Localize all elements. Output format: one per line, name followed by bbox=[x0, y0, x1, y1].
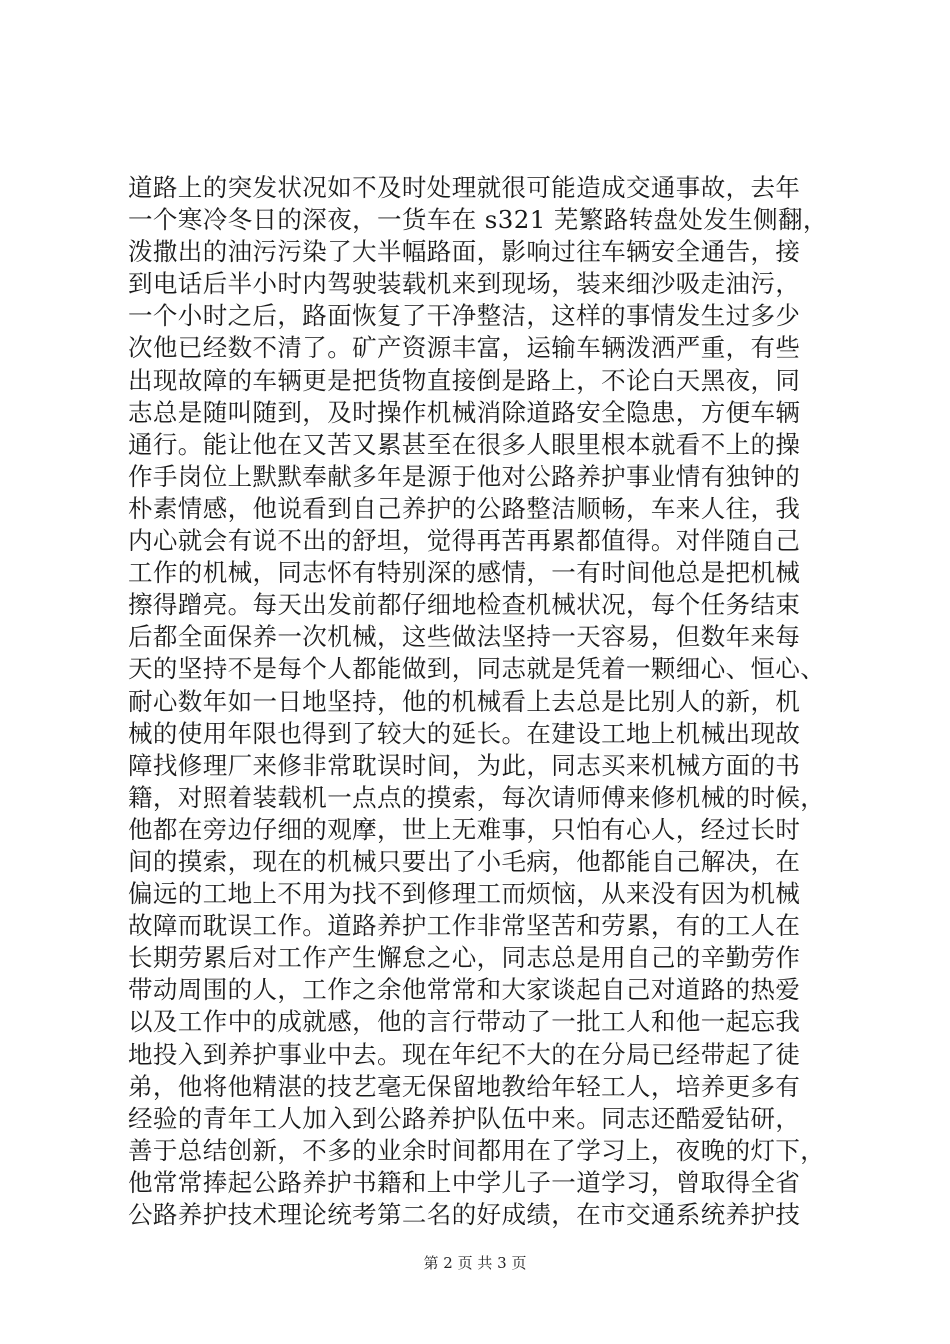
text-line: 弟，他将他精湛的技艺毫无保留地教给年轻工人，培养更多有 bbox=[128, 1071, 801, 1101]
text-line: 籍，对照着装载机一点点的摸索，每次请师傅来修机械的时候， bbox=[128, 782, 826, 812]
text-line: 经验的青年工人加入到公路养护队伍中来。同志还酷爱钻研， bbox=[128, 1103, 801, 1133]
text-line: 作手岗位上默默奉献多年是源于他对公路养护事业情有独钟的 bbox=[128, 461, 801, 491]
text-line: 后都全面保养一次机械，这些做法坚持一天容易，但数年来每 bbox=[128, 622, 801, 652]
text-line: 障找修理厂来修非常耽误时间，为此，同志买来机械方面的书 bbox=[128, 750, 801, 780]
text-line: 故障而耽误工作。道路养护工作非常坚苦和劳累，有的工人在 bbox=[128, 911, 801, 941]
text-line: 出现故障的车辆更是把货物直接倒是路上，不论白天黑夜，同 bbox=[128, 365, 801, 395]
body-text bbox=[128, 172, 838, 1231]
text-line: 到电话后半小时内驾驶装载机来到现场，装来细沙吸走油污， bbox=[128, 269, 801, 299]
text-line: 偏远的工地上不用为找不到修理工而烦恼，从来没有因为机械 bbox=[128, 879, 801, 909]
text-line: 他都在旁边仔细的观摩，世上无难事，只怕有心人，经过长时 bbox=[128, 814, 801, 844]
text-line: 一个寒冷冬日的深夜，一货车在 s321 芜繁路转盘处发生侧翻， bbox=[128, 205, 828, 235]
text-line: 志总是随叫随到，及时操作机械消除道路安全隐患，方便车辆 bbox=[128, 397, 801, 427]
page-number-label: 第 2 页 共 3 页 bbox=[423, 1254, 527, 1272]
text-line: 泼撒出的油污污染了大半幅路面，影响过往车辆安全通告，接 bbox=[128, 237, 801, 267]
text-line: 通行。能让他在又苦又累甚至在很多人眼里根本就看不上的操 bbox=[128, 429, 801, 459]
text-line: 长期劳累后对工作产生懈怠之心，同志总是用自己的辛勤劳作 bbox=[128, 943, 801, 973]
text-line: 道路上的突发状况如不及时处理就很可能造成交通事故，去年 bbox=[128, 173, 801, 202]
text-line: 朴素情感，他说看到自己养护的公路整洁顺畅，车来人往，我 bbox=[128, 493, 801, 523]
text-line: 一个小时之后，路面恢复了干净整洁，这样的事情发生过多少 bbox=[128, 301, 801, 331]
text-line: 内心就会有说不出的舒坦，觉得再苦再累都值得。对伴随自己 bbox=[128, 526, 801, 556]
text-line: 他常常捧起公路养护书籍和上中学儿子一道学习，曾取得全省 bbox=[128, 1167, 801, 1197]
text-line: 擦得蹭亮。每天出发前都仔细地检查机械状况，每个任务结束 bbox=[128, 590, 801, 620]
text-line: 间的摸索，现在的机械只要出了小毛病，他都能自己解决，在 bbox=[128, 846, 801, 876]
text-line: 耐心数年如一日地坚持，他的机械看上去总是比别人的新，机 bbox=[128, 686, 801, 716]
page-footer bbox=[0, 1253, 950, 1273]
text-line: 次他已经数不清了。矿产资源丰富，运输车辆泼洒严重，有些 bbox=[128, 333, 801, 363]
text-line: 工作的机械，同志怀有特别深的感情，一有时间他总是把机械 bbox=[128, 558, 801, 588]
text-line: 善于总结创新，不多的业余时间都用在了学习上，夜晚的灯下， bbox=[128, 1135, 826, 1165]
text-line: 公路养护技术理论统考第二名的好成绩，在市交通系统养护技 bbox=[128, 1200, 801, 1229]
text-line: 天的坚持不是每个人都能做到，同志就是凭着一颗细心、恒心、 bbox=[128, 654, 826, 684]
text-line: 械的使用年限也得到了较大的延长。在建设工地上机械出现故 bbox=[128, 718, 801, 748]
text-line: 带动周围的人，工作之余他常常和大家谈起自己对道路的热爱 bbox=[128, 975, 801, 1005]
text-line: 地投入到养护事业中去。现在年纪不大的在分局已经带起了徒 bbox=[128, 1039, 801, 1069]
text-line: 以及工作中的成就感，他的言行带动了一批工人和他一起忘我 bbox=[128, 1007, 801, 1037]
